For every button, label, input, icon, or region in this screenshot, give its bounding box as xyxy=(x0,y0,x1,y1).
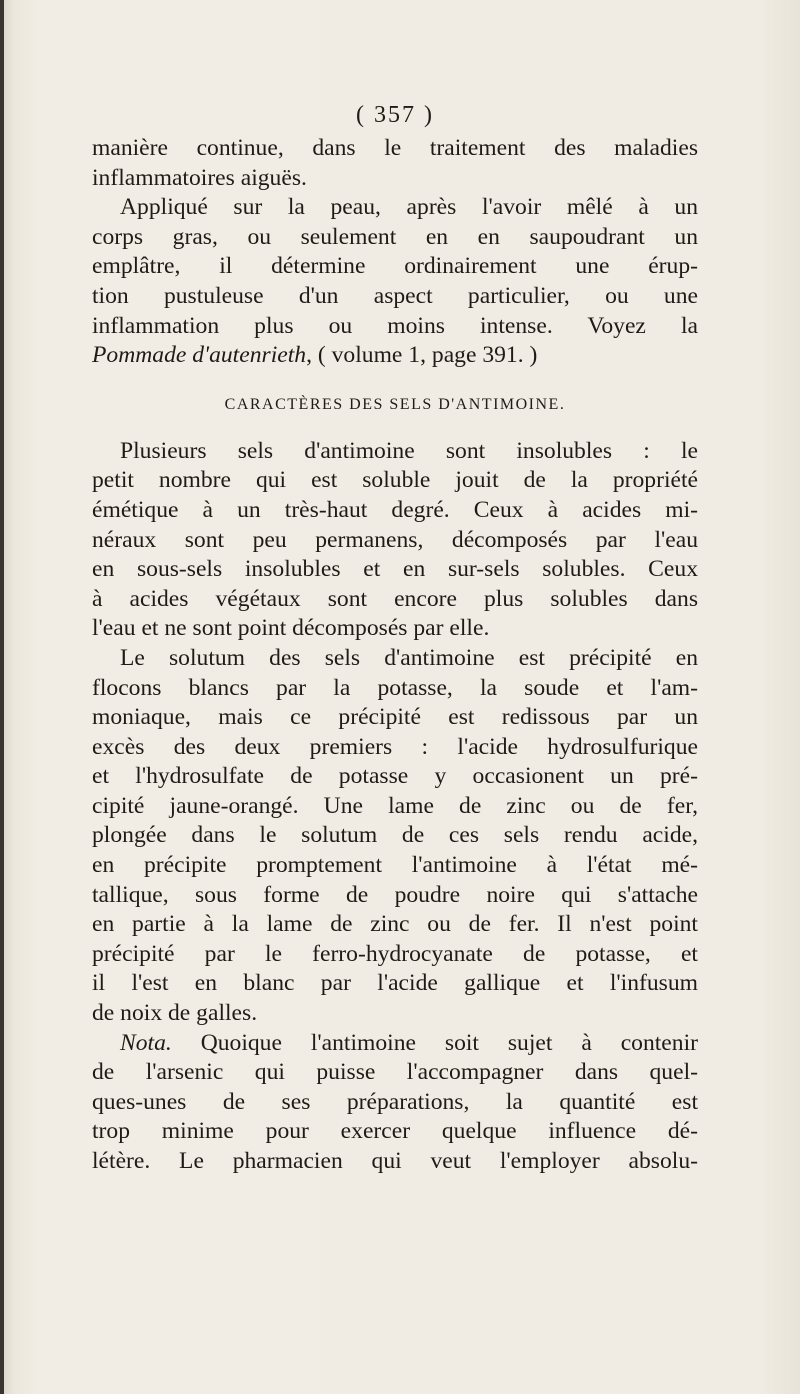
text-line xyxy=(92,1029,698,1059)
text-line: plongée dans le solutum de ces sels rendu acide, xyxy=(92,822,698,849)
text-line: de l'arsenic qui puisse l'accompagner dans quel- xyxy=(92,1059,698,1086)
text-line: en partie à la lame de zinc ou de fer. Il n'est point xyxy=(92,911,698,938)
volume-reference: , ( volume 1, page 391. ) xyxy=(306,342,538,369)
text-line: émétique à un très-haut degré. Ceux à acides mi- xyxy=(92,496,698,523)
text-line: en précipite promptement l'antimoine à l'état mé- xyxy=(92,852,698,879)
pommade-reference: Pommade d'autenrieth xyxy=(92,342,307,369)
page-binding-edge xyxy=(0,0,4,1394)
text-line: flocons blancs par la potasse, la soude et l'am- xyxy=(92,674,698,701)
text-line: corps gras, ou seulement en en saupoudrant un xyxy=(92,223,698,250)
text-line: il l'est en blanc par l'acide gallique et l'infusum xyxy=(92,970,698,997)
text-line: de noix de galles. xyxy=(92,1000,258,1027)
nota-paragraph xyxy=(92,1029,698,1177)
paragraph-2 xyxy=(92,193,698,371)
text-line: ques-unes de ses préparations, la quantité est xyxy=(92,1088,698,1115)
text-line: Appliqué sur la peau, après l'avoir mêlé à un xyxy=(120,194,698,221)
text-line: cipité jaune-orangé. Une lame de zinc ou de fer, xyxy=(92,792,698,819)
page-number: ( 357 ) xyxy=(356,102,434,128)
text-line: néraux sont peu permanens, décomposés par l'eau xyxy=(92,526,698,553)
text-line: trop minime pour exercer quelque influence dé- xyxy=(92,1118,698,1145)
text-line: l'eau et ne sont point décomposés par elle. xyxy=(92,615,490,642)
text-line: manière continue, dans le traitement des maladies xyxy=(92,135,698,161)
text-line xyxy=(92,341,698,371)
text-line: petit nombre qui est soluble jouit de la propriété xyxy=(92,467,698,494)
text-line: précipité par le ferro-hydrocyanate de potasse, et xyxy=(92,940,698,967)
text-line: excès des deux premiers : l'acide hydrosulfurique xyxy=(92,733,698,760)
nota-label: Nota. xyxy=(120,1029,172,1056)
section-heading: CARACTÈRES DES SELS D'ANTIMOINE. xyxy=(224,395,566,413)
text-line: à acides végétaux sont encore plus solubles dans xyxy=(92,585,698,612)
text-line: inflammation plus ou moins intense. Voyez la xyxy=(92,312,698,339)
text-line: tion pustuleuse d'un aspect particulier, ou une xyxy=(92,282,698,309)
text-line: en sous-sels insolubles et en sur-sels solubles. Ceux xyxy=(92,556,698,583)
paragraph-3 xyxy=(92,437,698,644)
paragraph-1 xyxy=(92,134,698,193)
text-line: moniaque, mais ce précipité est redissous par un xyxy=(92,704,698,731)
text-line: Plusieurs sels d'antimoine sont insolubles : le xyxy=(120,437,698,464)
text-line: létère. Le pharmacien qui veut l'employer absolu- xyxy=(92,1148,698,1174)
paragraph-4 xyxy=(92,644,698,1029)
nota-first-line: Quoique l'antimoine soit sujet à contenir xyxy=(171,1029,698,1056)
text-line: emplâtre, il détermine ordinairement une érup- xyxy=(92,253,698,280)
text-line: et l'hydrosulfate de potasse y occasionent un pré- xyxy=(92,763,698,790)
text-line: tallique, sous forme de poudre noire qui s'attache xyxy=(92,881,698,908)
text-line: Le solutum des sels d'antimoine est précipité en xyxy=(120,644,698,671)
text-line: inflammatoires aiguës. xyxy=(92,164,307,191)
page-text xyxy=(92,100,698,1177)
